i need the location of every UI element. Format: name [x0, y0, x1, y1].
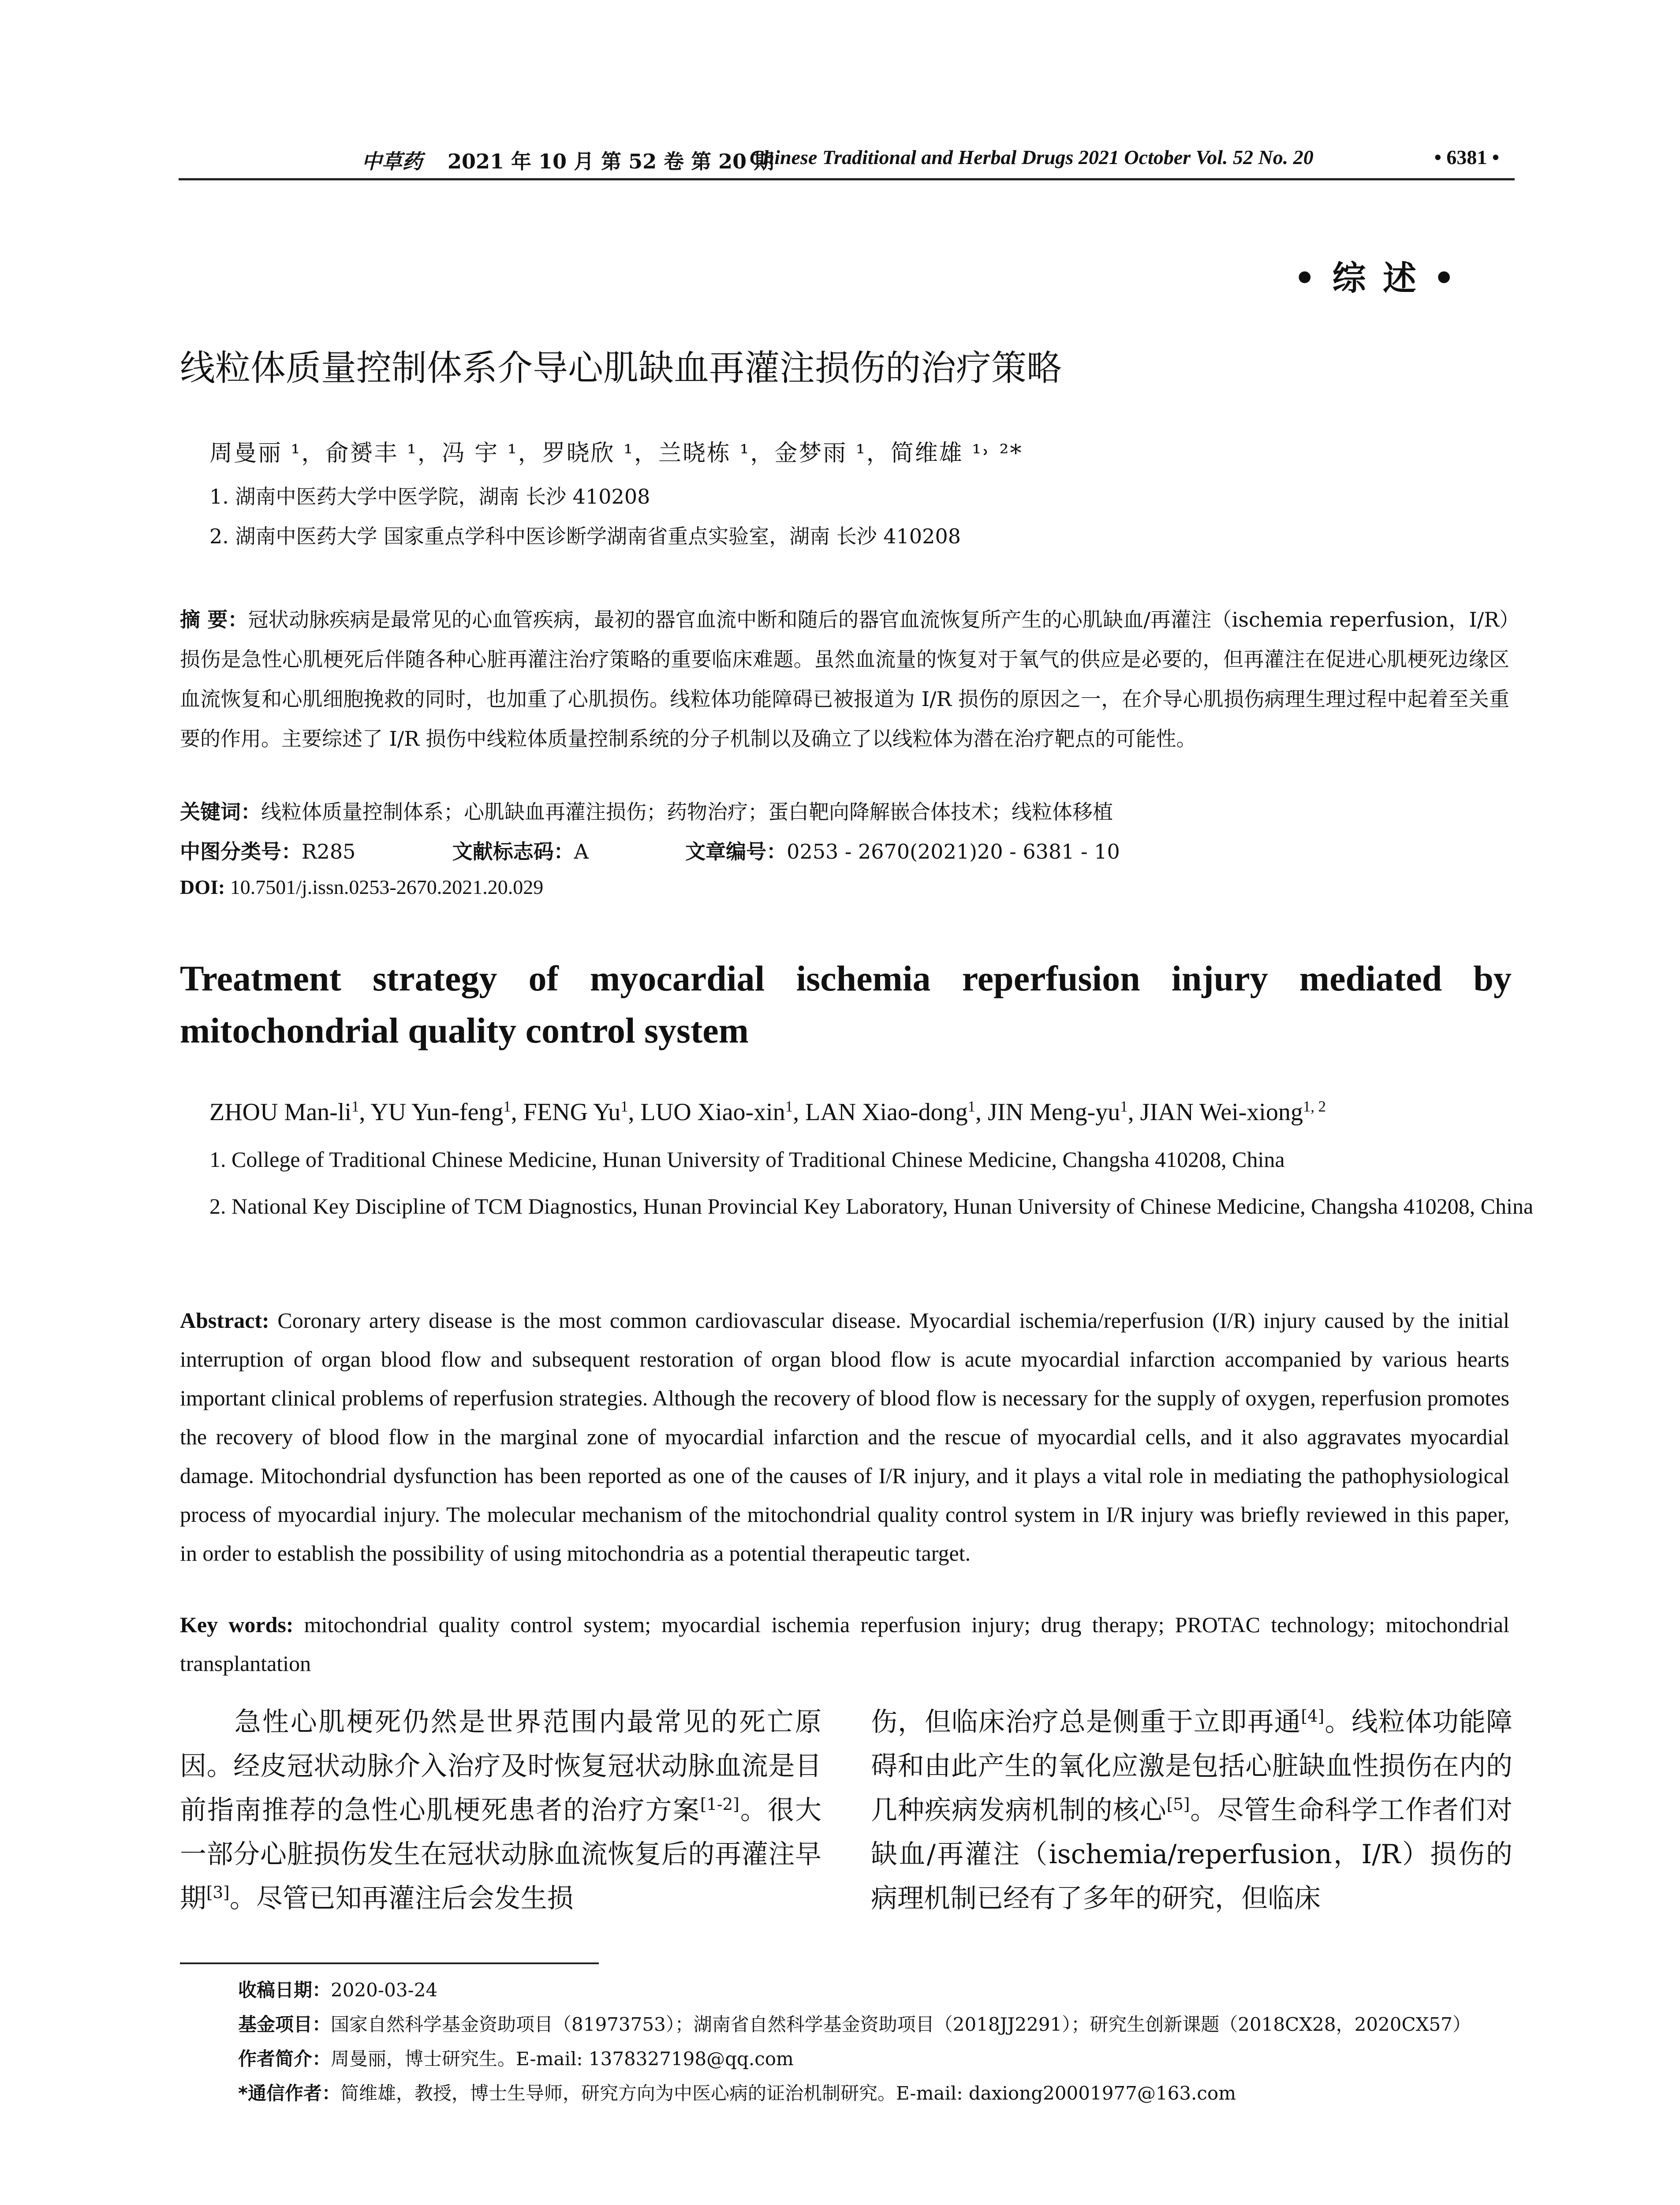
author-en-aff: 1: [620, 1098, 628, 1115]
title-cn: 线粒体质量控制体系介导心肌缺血再灌注损伤的治疗策略: [180, 348, 1062, 389]
keywords-cn-text: 线粒体质量控制体系；心肌缺血再灌注损伤；药物治疗；蛋白靶向降解嵌合体技术；线粒体移植: [261, 800, 1113, 824]
page-number: • 6381 •: [1434, 146, 1499, 168]
keywords-en-label: Key words:: [180, 1612, 294, 1637]
author-en-aff: 1: [1120, 1098, 1128, 1115]
body-text: 。线粒体功能障碍和由此产生的氧化应激是包括心脏缺血性损伤在内的几种疾病发病机制的核心: [871, 1707, 1513, 1826]
abstract-cn-text: 冠状动脉疾病是最常见的心血管疾病，最初的器官血流中断和随后的器官血流恢复所产生的心肌缺血/再灌注（ischemia reperfusion，I/R）损伤是急性心肌梗死后伴随各种心脏再灌注治疗策略的重要临床难题。虽然血流量的恢复对于氧气的供应是必要的，但再灌注在促进心肌梗死边缘区血流恢复和心肌细胞挽救的同时，也加重了心肌损伤。线粒体功能障碍已被报道为 I/R 损伤的原因之一，在介导心肌损伤病理生理过程中起着至关重要的作用。主要综述了 I/R 损伤中线粒体质量控制系统的分子机制以及确立了以线粒体为潜在治疗靶点的可能性。: [180, 608, 1510, 751]
footnote-label: 作者简介：: [238, 2048, 331, 2070]
footnote-text: 周曼丽，博士研究生。E-mail: 1378327198@qq.com: [331, 2048, 794, 2070]
keywords-en: [180, 1605, 1509, 1683]
affiliation-cn-1: 1. 湖南中医药大学中医学院，湖南 长沙 410208: [209, 485, 650, 508]
footnote-rule: [180, 1962, 599, 1964]
journal-name-cn: 中草药: [362, 149, 422, 173]
article-no-label: 文章编号：: [685, 840, 787, 863]
citation-ref[interactable]: [5]: [1166, 1794, 1190, 1814]
abstract-cn: [180, 600, 1509, 759]
author-en: JIAN Wei-xiong: [1140, 1099, 1303, 1126]
author-en: YU Yun-feng: [370, 1099, 504, 1126]
author-en-aff: 1: [351, 1098, 359, 1115]
author-en: LUO Xiao-xin: [640, 1099, 785, 1126]
abstract-en-label: Abstract:: [180, 1308, 269, 1333]
author-en: FENG Yu: [523, 1099, 621, 1126]
author-en-aff: 1: [785, 1098, 793, 1115]
footnote-text: 简维雄，教授，博士生导师，研究方向为中医心病的证治机制研究。E-mail: daxiong20001977@163.com: [340, 2082, 1236, 2104]
author-en-aff: 1, 2: [1303, 1098, 1326, 1115]
body-column-left: [180, 1700, 821, 1921]
body-text: 。尽管生命科学工作者们对缺血/再灌注（ischemia/reperfusion，I/R）损伤的病理机制已经有了多年的研究，但临床: [871, 1795, 1512, 1914]
abstract-en-text: Coronary artery disease is the most common cardiovascular disease. Myocardial ischemia/reperfusion (I/R) injury caused by the initial interruption of organ blood flow and subsequent restoration of organ blood flow is acute myocardial infarction accompanied by various hearts important clinical problems of reperfusion strategies. Although the recovery of blood flow is necessary for the supply of oxygen, reperfusion promotes the recovery of blood flow in the marginal zone of myocardial infarction and the rescue of myocardial cells, and it also aggravates myocardial damage. Mitochondrial dysfunction has been reported as one of the causes of I/R injury, and it plays a vital role in mediating the pathophysiological process of myocardial injury. The molecular mechanism of the mitochondrial quality control system in I/R injury was briefly reviewed in this paper, in order to establish the possibility of using mitochondria as a potential therapeutic target.: [180, 1308, 1510, 1566]
footnote-received: [238, 1976, 437, 2002]
authors-cn: 周曼丽 ¹，俞赟丰 ¹，冯 宇 ¹，罗晓欣 ¹，兰晓栋 ¹，金梦雨 ¹，简维雄 ¹˒ ²*: [209, 440, 1023, 467]
body-text: 伤，但临床治疗总是侧重于立即再通: [871, 1707, 1301, 1738]
keywords-en-text: mitochondrial quality control system; myocardial ischemia reperfusion injury; drug therapy; PROTAC technology; mitochondrial transplantation: [180, 1612, 1509, 1676]
classification-line: [180, 836, 1120, 865]
footnote-funding: [238, 2010, 1471, 2037]
keywords-cn: [180, 796, 1113, 825]
abstract-cn-label: 摘 要：: [180, 608, 248, 632]
citation-ref[interactable]: [3]: [206, 1883, 230, 1902]
body-text: 。尽管已知再灌注后会发生损: [229, 1883, 574, 1914]
header-rule: [179, 178, 1515, 180]
doc-code-value: A: [574, 840, 589, 863]
keywords-cn-label: 关键词：: [180, 800, 261, 824]
author-en: JIN Meng-yu: [988, 1099, 1120, 1126]
body-column-right: [871, 1700, 1512, 1921]
author-en: ZHOU Man-li: [209, 1099, 351, 1126]
doi-label: DOI:: [180, 876, 225, 898]
clc-value: R285: [302, 840, 356, 863]
abstract-en: [180, 1301, 1509, 1573]
author-en: LAN Xiao-dong: [805, 1099, 968, 1126]
footnote-label: *通信作者：: [238, 2082, 340, 2104]
section-tag: • 综 述 •: [1294, 258, 1457, 298]
affiliation-en-2: 2. National Key Discipline of TCM Diagnostics, Hunan Provincial Key Laboratory, Hunan University of Chinese Medicine, Changsha 410208, China: [209, 1194, 1534, 1218]
body-text: 急性心肌梗死仍然是世界范围内最常见的死亡原因。经皮冠状动脉介入治疗及时恢复冠状动脉血流是目前指南推荐的急性心肌梗死患者的治疗方案: [180, 1707, 821, 1826]
article-no-value: 0253 - 2670(2021)20 - 6381 - 10: [787, 840, 1120, 863]
footnote-text: 国家自然科学基金资助项目（81973753）；湖南省自然科学基金资助项目（2018JJ2291）；研究生创新课题（2018CX28，2020CX57）: [331, 2014, 1471, 2035]
doi-line: [180, 875, 543, 899]
doi-link[interactable]: 10.7501/j.issn.0253-2670.2021.20.029: [230, 876, 544, 898]
affiliation-en-1: 1. College of Traditional Chinese Medicine, Hunan University of Traditional Chinese Medicine, Changsha 410208, China: [209, 1147, 1285, 1172]
footnote-author-bio: [238, 2044, 794, 2071]
body-text: 。很大一部分心脏损伤发生在冠状动脉血流恢复后的再灌注早期: [180, 1795, 822, 1914]
citation-ref[interactable]: [4]: [1301, 1706, 1325, 1726]
authors-en: ZHOU Man-$li^1$, YU Yun-feng$^1$, FENG Yu$^1$, LUO Xiao-xin$^1$, LAN Xiao-dong$^1$, JIN Meng-$yu^1$, JIAN Wei-xiong$^{1, 2}$: [209, 1098, 1326, 1126]
affiliation-cn-2: 2. 湖南中医药大学 国家重点学科中医诊断学湖南省重点实验室，湖南 长沙 410208: [209, 524, 961, 548]
doc-code-label: 文献标志码：: [452, 840, 574, 863]
running-header: [179, 141, 1515, 176]
issue-info-cn: 2021 年 10 月 第 52 卷 第 20 期: [448, 149, 774, 173]
footnote-label: 基金项目：: [238, 2014, 331, 2035]
footnote-text: 2020-03-24: [331, 1979, 438, 2001]
title-en: Treatment strategy of myocardial ischemia reperfusion injury mediated by mitochondrial quality control system: [180, 958, 1512, 1050]
footnote-label: 收稿日期：: [238, 1979, 331, 2001]
author-en-aff: 1: [503, 1098, 511, 1115]
issue-info-en: Chinese Traditional and Herbal Drugs 2021 October Vol. 52 No. 20: [750, 146, 1314, 168]
clc-label: 中图分类号：: [180, 840, 302, 863]
citation-ref[interactable]: [1-2]: [700, 1794, 739, 1814]
footnote-correspondence: [238, 2079, 1236, 2105]
author-en-aff: 1: [967, 1098, 976, 1115]
